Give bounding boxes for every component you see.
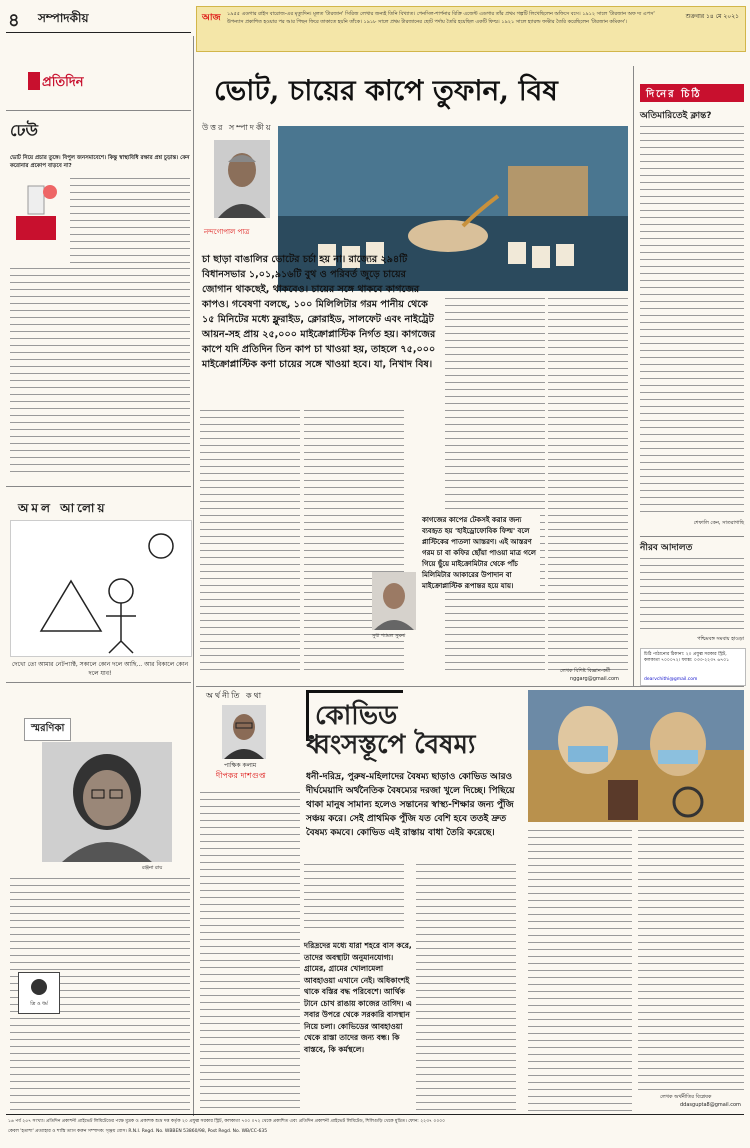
letters-address-text: চিঠি পাঠানোর ঠিকানা: ২০ প্রফুল্ল সরকার স্ট্রিট, কলকাতা ৭০০০৭২। ফ্যাক্স: ০৩৩-২২৩৭ ৬৭০১ (644, 652, 730, 663)
economy-column-label: পাক্ষিক কলাম (224, 762, 257, 769)
kettle-shape (408, 220, 488, 252)
tree-sketch (41, 581, 101, 631)
divider (6, 110, 191, 111)
mural-face (558, 706, 618, 774)
today-label: আজ (202, 13, 221, 23)
section-name: সম্পাদকীয় (38, 11, 89, 25)
logo-emblem (31, 979, 47, 995)
economy-headline-1: কোভিড (306, 690, 403, 741)
ballot-box (16, 216, 56, 240)
today-banner (196, 6, 746, 52)
dheu-title: ঢেউ (10, 121, 39, 140)
person-body (106, 603, 136, 653)
smarnika-logo (18, 972, 60, 1014)
today-text: ১৯৫৫ এডগার রাইস বারোজ-এর মৃত্যুদিন। মূলত 'টারজান' সিরিজ লেখার জন্যই তিনি বিখ্যাত। পেনসিল-শার্পনার বিক্রি এজেন্ট এডগার তাঁর প্রথম গল্পটি লিখেছিলেন অফিসে বসে। ১৯১২ সালে 'টারজান অফ দ্য এপস' উপন্যাস প্রকাশিত হওয়ার পর আর পিছন ফিরে তাকাতে হয়নি তাঁকে। ১৯১৮ সালে প্রথম টারজানের ছোট পর্দায় তৈরি হয়েছিল একটি ফিল্ম। ১৯২১ সালে হ্যারল্ড ফস্টার তৈরি করেছিলেন 'টারজান কমিকস'। (227, 11, 655, 25)
date-label: শুক্রবার ১৪ মে ২০২১ (685, 13, 739, 20)
sun-icon (149, 534, 173, 558)
economy-body-col4 (528, 828, 632, 1112)
editorial-body-col1 (200, 408, 300, 676)
ballot-illustration (10, 172, 65, 247)
footer-line2: কেবল 'হতাশা' প্রত্যাহার ও শাস্তি ত্যাগ করুন সম্পাদক: সৃঞ্জয় বোস। R.N.I. Regd. No. WBBEN 53860/98, Post Regd. No. WB/CC-635 (8, 1129, 268, 1134)
divider (640, 536, 744, 537)
dheu-body (70, 176, 190, 264)
amol-title: অমল আলোয় (18, 501, 108, 515)
letter1-title: অতিমারিতেই ক্লান্ত? (640, 111, 712, 121)
editorial-byline-label: উত্তর সম্পাদকীয় (202, 123, 273, 132)
column-rule (193, 36, 194, 1116)
dheu-lead: ভোট নিয়ে প্রচার তুঙ্গে। বিপুল জনসমাবেশে। কিন্তু স্বাস্থ্যবিধি রক্ষার প্রশ্ন চুড়ান্ত। কেন করোনার প্রকোপ বাড়বে না? (10, 155, 190, 169)
mural-photo (528, 690, 744, 822)
letter1-signature: শেফালি কেন, সাতরাগাছি (693, 520, 744, 526)
divider (6, 486, 191, 487)
letters-title-text: দিনের চিঠি (646, 89, 702, 100)
editorial-body-col4 (548, 296, 628, 676)
pullquote-photo (372, 572, 416, 630)
divider (196, 686, 744, 687)
author-photo (214, 140, 270, 218)
mask-shape (658, 750, 698, 764)
person-head (109, 579, 133, 603)
brand-logo-text: প্রতিদিন (42, 75, 84, 90)
smarnika-photo (42, 742, 172, 862)
editorial-body-col3 (445, 296, 545, 676)
dheu-body-2 (10, 266, 190, 476)
virus-icon (43, 185, 57, 199)
pullquote-credit: সুধা শ্যামল সুমনা (372, 633, 406, 639)
economy-author: দীপকর দাশগুপ্ত (216, 771, 266, 780)
economy-byline-label: অর্থনীতি কথা (206, 691, 264, 700)
editorial-email: nggarg@gmail.com (570, 676, 619, 682)
letter2-title: নীরব আদালত (640, 543, 693, 553)
brand-logo (28, 70, 88, 92)
footer-line1: ১৬ পর্ব ২৫৭ সংখ্যা। প্রতিদিন প্রকাশনী প্রাইভেট লিমিটেডের পক্ষে মুদ্রক ও প্রকাশক শুভ্র দত্ত কর্তৃক ২০ প্রফুল্ল সরকার স্ট্রিট, কলকাতা ৭০০ ০৭২ থেকে প্রকাশিত এবং প্রতিদিন প্রকাশনী প্রাইভেট লিমিটেড, শিলিগুড়ি থেকে মুদ্রিত। ফোন: ২২৩৭ ০০০০ (8, 1119, 446, 1124)
divider (6, 682, 191, 683)
logo-text: ত্রি ও ধর্ম (30, 1001, 48, 1007)
column-rule (633, 66, 634, 686)
economy-body-col3 (416, 862, 516, 1112)
divider (6, 32, 191, 33)
letter2-signature: পশ্চিমবঙ্গ সমবায় হাওড়া (697, 636, 744, 642)
ballot-paper (28, 186, 44, 214)
face-shape (83, 770, 131, 826)
passerby (608, 780, 638, 820)
editorial-headline: ভোট, চায়ের কাপে তুফান, বিষ (214, 74, 558, 107)
economy-body-col2 (304, 862, 404, 932)
cartoon-caption: দেখো তো আমার নেটপ্যাক্ট, সকালে কোন দলে আছি... আর বিকালে কোন দলে যাব! (11, 661, 189, 677)
letter1-body (640, 124, 744, 516)
page-number: ৪ (8, 10, 20, 31)
economy-body-col5 (638, 828, 744, 1090)
face-shape (383, 583, 405, 609)
editorial-lead: চা ছাড়া বাঙালির ভোটের চর্চা হয় না। রাজ্যের ২৯৪টি বিধানসভার ১,০১,৯১৬টি বুথ ও পরিবর্ত জুড়ে চায়ের জোগান থাকছেই, থাকবেও। চায়ের সঙ্গে থাকবে কাগজের কাপও। গবেষণা বলছে, ১০০ মিলিলিটার গরম পানীয় থেকে ১৫ মিনিটের মধ্যে ফ্লুরাইড, ক্লোরাইড, সালফেট এবং নাইট্রেট আয়ন-সহ প্রায় ২৫,০০০ মাইক্রোপ্লাস্টিক নির্গত হয়। কাগজের কাপে যদি প্রতিদিন তিন কাপ চা খাওয়া হয়, তাহলে ৭৫,০০০ মাইক্রোপ্লাস্টিক কণা চায়ের সঙ্গে খাওয়া হবে। যা, নিখাদ বিষ। (202, 254, 436, 370)
economy-lead: ধনী-দরিদ্র, পুরুষ-মহিলাদের বৈষম্য ছাড়াও কোভিড আরও দীর্ঘমেয়াদি অর্থনৈতিক বৈষম্যের দরজা খুলে দিচ্ছে। পিছিয়ে থাকা মানুষ সামান্য হলেও সন্তানের স্বাস্থ্য-শিক্ষার জন্য পুঁজি সঞ্চয় করে। সেই প্রাথমিক পুঁজি যত বেশি হবে ততই দ্রুত বৈষম্য কমবে। কোভিড এই রাস্তায় বাধা তৈরি করেছে। (306, 772, 515, 838)
editorial-author-note: লেখক বিশিষ্ট বিজ্ঞান-কর্মী (560, 668, 611, 674)
economy-pullquote: দরিদ্রদের মধ্যে যারা শহরে বাস করে, তাদের অবস্থাটা অনুমানযোগ্য। গ্রামের, গ্রামের খোলামেলা আবহাওয়া এখানে নেই। অধিকাংশই থাকে বস্তির বদ্ধ পরিবেশে। আর্থিক টানে চোখ রাঙায় কাজের তাগিদ। এ সবার উপরে থেকে সরকারি বাসস্থান নিয়ে চলা। কোভিডের আবহাওয়া থেকে রাস্তা তাদের জন্য বন্ধ। কি বাস্তবে, কি কর্মস্থলে। (304, 941, 412, 1054)
letters-email[interactable]: dearvchithi@gmail.com (644, 677, 698, 682)
letter2-body (640, 556, 744, 634)
pouring-hand (508, 166, 588, 216)
economy-body-col1 (200, 790, 300, 1110)
cartoon (10, 520, 192, 657)
letters-section-title (640, 84, 744, 102)
smarnika-title: স্মরণিকা (24, 718, 71, 741)
editorial-pullquote: কাগজের কাপের টেকসই করার জন্য ব্যবহৃত হয় 'হাইড্রোফোবিক ফিল্ম' বলে প্লাস্টিকের পাতলা আস্তরণ। এই আস্তরণ গরম চা বা কফির ছোঁয়া পাওয়া মাত্র গলে গিয়ে ছুঁয়ে মাইক্রোমিটার থেকে পাঁচ মিলিমিটার আকারের উপাদান বা মাইক্রোপ্লাস্টিক রূপান্তর হয়ে যায়। (422, 515, 540, 592)
mural-face (650, 712, 706, 776)
brand-logo-mark (28, 72, 40, 90)
shoulders-shape (62, 842, 152, 862)
economy-headline-2: ধ্বংসস্তূপে বৈষম্য (306, 730, 476, 760)
economy-author-note: লেখক অর্থনীতির বিশ্লেষক (660, 1094, 712, 1100)
divider (6, 1114, 744, 1115)
economy-author-photo (222, 705, 266, 759)
mask-shape (568, 746, 608, 762)
smarnika-photo-credit: রঞ্জনা রায় (142, 865, 163, 871)
letters-address (640, 648, 746, 686)
economy-email: ddasgupta8@gmail.com (680, 1102, 741, 1108)
editorial-author: নন্দগোপাল পাত্র (204, 228, 250, 236)
